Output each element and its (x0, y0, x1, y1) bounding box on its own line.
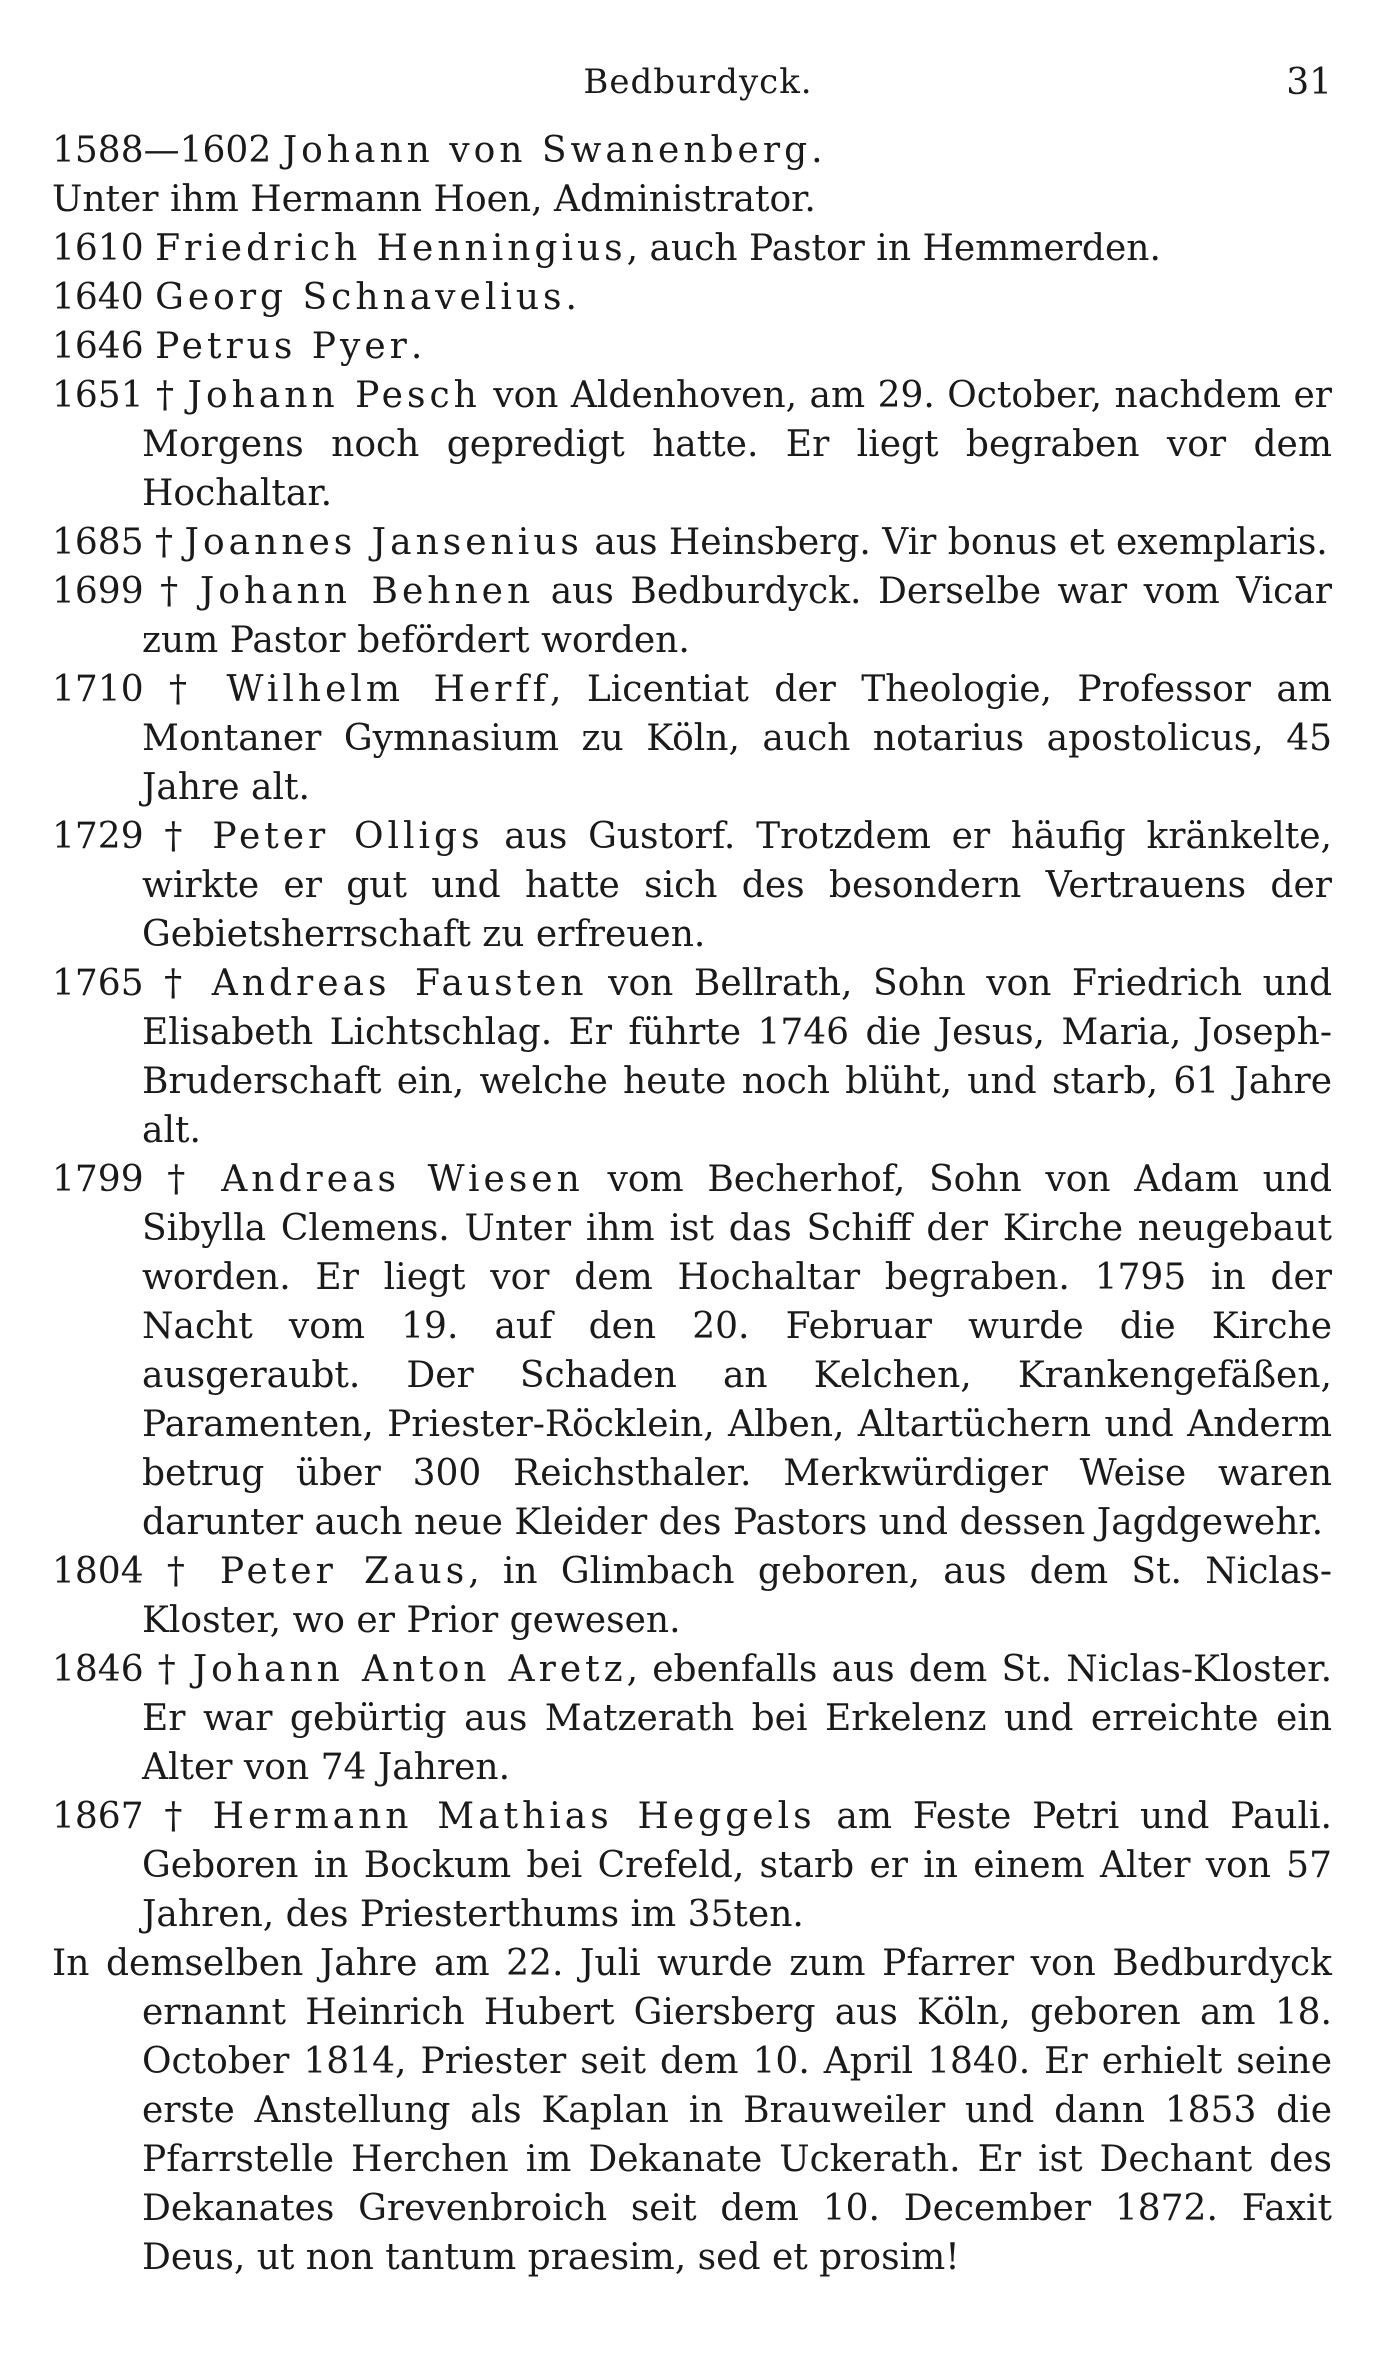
entry-text: . (811, 130, 823, 171)
list-item (52, 812, 1332, 959)
list-item (52, 518, 1332, 567)
list-item (52, 567, 1332, 665)
entry-name: Johann von Swanenberg (282, 130, 812, 171)
pastor-list (52, 126, 1332, 2282)
entry-name: Andreas Wiesen (221, 1159, 584, 1200)
entry-name: Johann Anton Aretz (192, 1649, 627, 1690)
entry-text: aus Gustorf. Trotzdem er häufig kränkelte, wirkte er gut und hatte sich des besondern Vertrauens der Gebietsherrschaft zu erfreuen. (142, 816, 1332, 955)
entry-name: Joannes Jansenius (184, 522, 583, 563)
entry-year: 1699 † (52, 571, 184, 612)
entry-year: 1799 † (52, 1159, 198, 1200)
entry-name: Wilhelm Herff (226, 669, 551, 710)
running-head (0, 62, 1396, 122)
entry-year: 1804 † (52, 1551, 197, 1592)
entry-text: von Bellrath, Sohn von Friedrich und Elisabeth Lichtschlag. Er führte 1746 die Jesus, Maria, Joseph-Bruderschaft ein, welche heute noch blüht, und starb, 61 Jahre alt. (142, 963, 1332, 1151)
entry-year: 1765 † (52, 963, 192, 1004)
entry-year: 1651 † (52, 375, 176, 416)
entry-year: 1610 (52, 228, 144, 269)
entry-text: . (410, 326, 423, 367)
entry-name: Peter Zaus (219, 1551, 469, 1592)
list-item (52, 322, 1332, 371)
entry-year: 1588—1602 (52, 130, 272, 171)
entry-text: aus Heinsberg. Vir bonus et exemplaris. (582, 522, 1328, 563)
entry-text: , ebenfalls aus dem St. Niclas-Kloster. Er war gebürtig aus Matzerath bei Erkelenz und erreichte ein Alter von 74 Jahren. (142, 1649, 1333, 1788)
entry-text: aus Bedburdyck. Derselbe war vom Vicar zum Pastor befördert worden. (142, 571, 1333, 661)
entry-year: 1867 † (52, 1796, 192, 1837)
entry-name: Andreas Fausten (211, 963, 588, 1004)
entry-name: Hermann Mathias Heggels (212, 1796, 816, 1837)
list-item (52, 959, 1332, 1155)
entry-text: . (565, 277, 577, 318)
entry-name: Peter Olligs (212, 816, 484, 857)
entry-text: am Feste Petri und Pauli. Geboren in Bockum bei Crefeld, starb er in einem Alter von 57 Jahren, des Priesterthums im 35ten. (142, 1796, 1333, 1935)
entry-name: Johann Pesch (187, 375, 481, 416)
running-title: Bedburdyck. (583, 62, 813, 102)
entry-name: Petrus Pyer (155, 326, 411, 367)
list-item (52, 1155, 1332, 1547)
entry-year: 1685 † (52, 522, 174, 563)
entry-year: 1729 † (52, 816, 192, 857)
entry-year: 1710 † (52, 669, 202, 710)
entry-name: Friedrich Henningius (155, 228, 627, 269)
list-item (52, 175, 1332, 224)
list-item (52, 1792, 1332, 1939)
list-item (52, 224, 1332, 273)
closing-paragraph: In demselben Jahre am 22. Juli wurde zum Pfarrer von Bedburdyck ernannt Heinrich Hubert Giersberg aus Köln, geboren am 18. October 1814, Priester seit dem 10. April 1840. Er erhielt seine erste Anstellung als Kaplan in Brauweiler und dann 1853 die Pfarrstelle Herchen im Dekanate Uckerath. Er ist Dechant des Dekanates Grevenbroich seit dem 10. December 1872. Faxit Deus, ut non tantum praesim, sed et prosim! (52, 1943, 1332, 2278)
entry-text: , auch Pastor in Hemmerden. (626, 228, 1161, 269)
list-item (52, 126, 1332, 175)
entry-text: , in Glimbach geboren, aus dem St. Niclas-Kloster, wo er Prior gewesen. (142, 1551, 1332, 1641)
page-number: 31 (1286, 62, 1332, 103)
entry-name: Johann Behnen (199, 571, 535, 612)
entry-text: , Licentiat der Theologie, Professor am Montaner Gymnasium zu Köln, auch notarius apostolicus, 45 Jahre alt. (142, 669, 1332, 808)
list-item (52, 665, 1332, 812)
entry-year: 1640 (52, 277, 144, 318)
entry-year: 1846 † (52, 1649, 179, 1690)
list-item (52, 1547, 1332, 1645)
entry-text: vom Becherhof, Sohn von Adam und Sibylla Clemens. Unter ihm ist das Schiff der Kirche neugebaut worden. Er liegt vor dem Hochaltar begraben. 1795 in der Nacht vom 19. auf den 20. Februar wurde die Kirche ausgeraubt. Der Schaden an Kelchen, Krankengefäßen, Paramenten, Priester-Röcklein, Alben, Altartüchern und Anderm betrug über 300 Reichsthaler. Merkwürdiger Weise waren darunter auch neue Kleider des Pastors und dessen Jagdgewehr. (142, 1159, 1333, 1543)
entry-year: 1646 (52, 326, 144, 367)
list-item (52, 371, 1332, 518)
list-item (52, 273, 1332, 322)
entry-text: Unter ihm Hermann Hoen, Administrator. (52, 179, 816, 220)
entry-name: Georg Schnavelius (155, 277, 566, 318)
list-item (52, 1645, 1332, 1792)
entry-text: von Aldenhoven, am 29. October, nachdem er Morgens noch gepredigt hatte. Er liegt begraben vor dem Hochaltar. (142, 375, 1332, 514)
